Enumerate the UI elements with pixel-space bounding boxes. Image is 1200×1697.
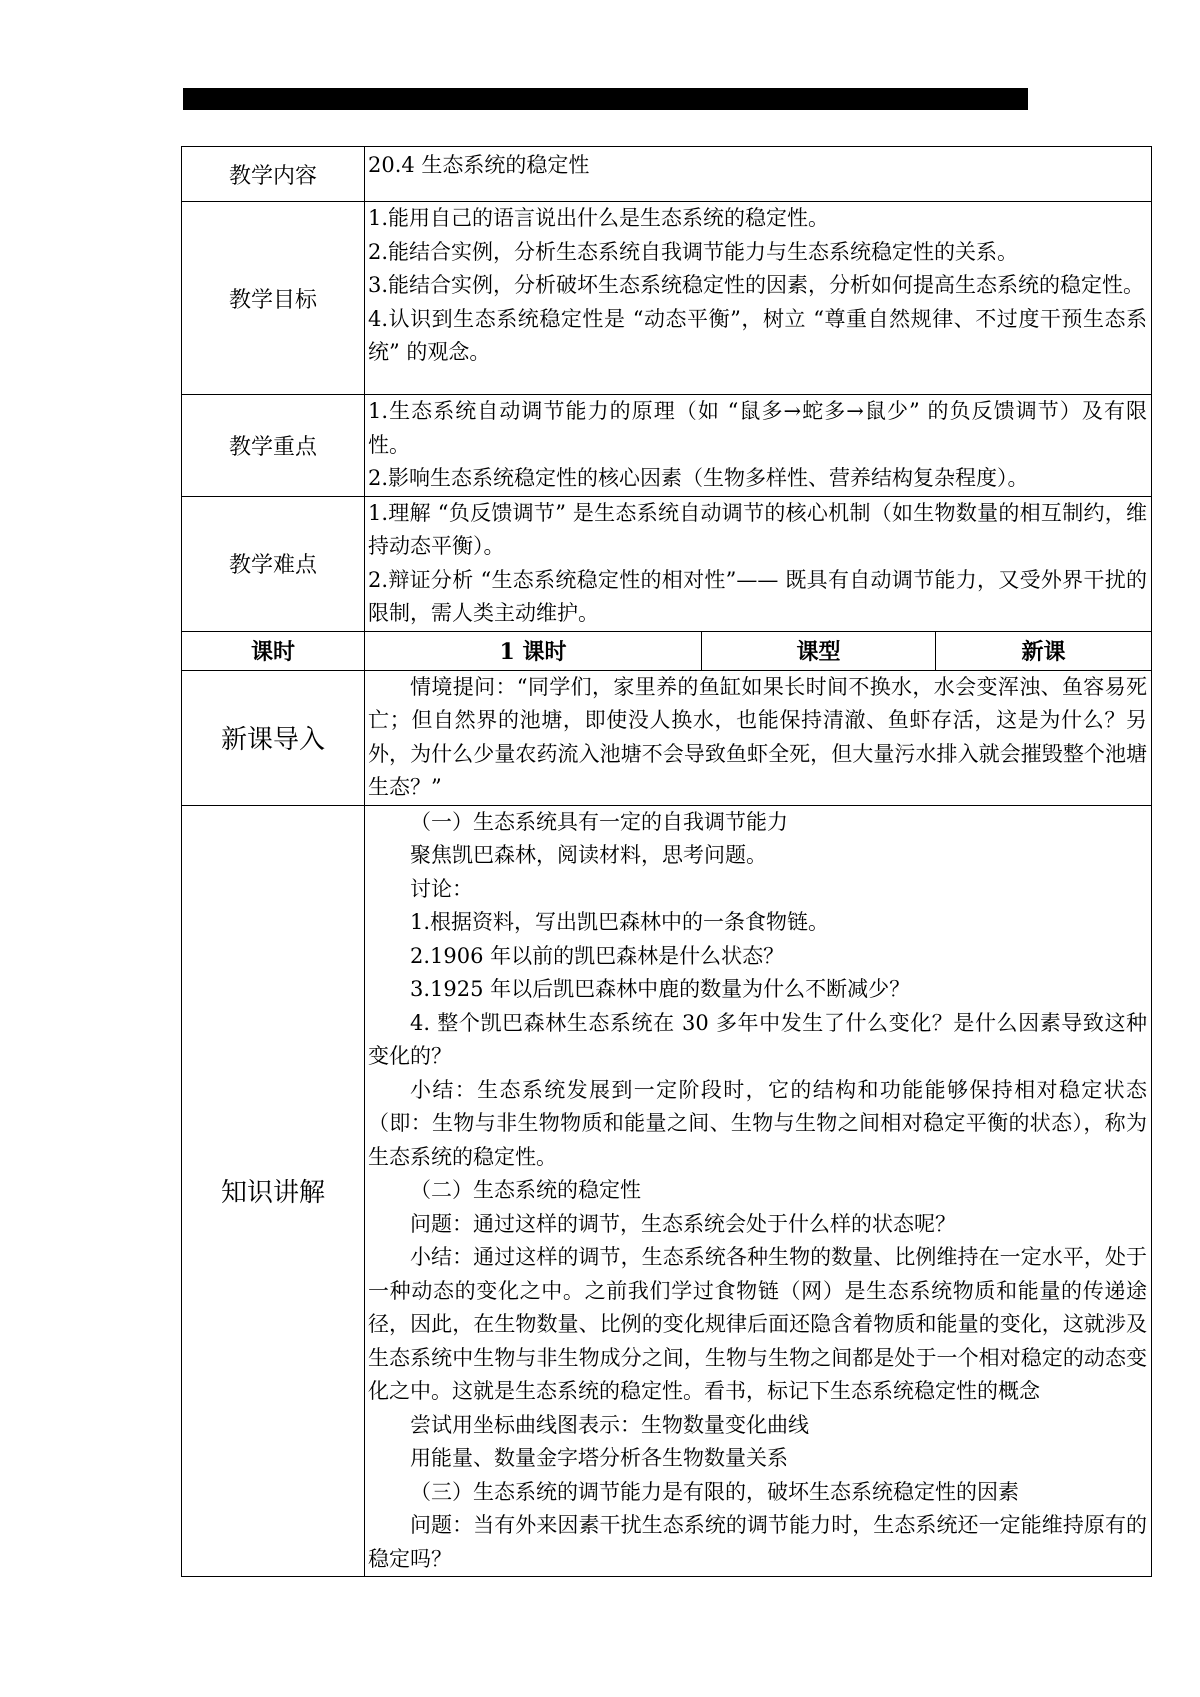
label-lecture: 知识讲解 — [182, 805, 365, 1577]
label-hours: 课时 — [182, 631, 365, 670]
intro-cell — [365, 670, 1152, 805]
header-bar — [183, 88, 1028, 110]
row-objectives — [182, 202, 1152, 395]
intro-text: 情境提问：“同学们，家里养的鱼缸如果长时间不换水，水会变浑浊、鱼容易死亡；但自然界的池塘，即使没人换水，也能保持清澈、鱼虾存活，这是为什么？另外，为什么少量农药流入池塘不会导致鱼虾全死，但大量污水排入就会摧毁整个池塘生态？” — [368, 674, 1148, 799]
lecture-paragraph: 3.1925 年以后凯巴森林中鹿的数量为什么不断减少？ — [410, 977, 911, 1001]
row-hours — [182, 631, 1152, 670]
label-objectives: 教学目标 — [182, 202, 365, 395]
lecture-paragraph: 聚焦凯巴森林，阅读材料，思考问题。 — [410, 843, 767, 867]
key-points-cell — [365, 395, 1152, 497]
lecture-paragraph: 用能量、数量金字塔分析各生物数量关系 — [410, 1446, 788, 1470]
key-point-item: 2.影响生态系统稳定性的核心因素（生物多样性、营养结构复杂程度）。 — [368, 466, 1029, 490]
lecture-paragraph: 4. 整个凯巴森林生态系统在 30 多年中发生了什么变化？是什么因素导致这种变化的？ — [368, 1010, 1148, 1068]
hours-value: 1 课时 — [365, 631, 702, 670]
lecture-paragraph: （三）生态系统的调节能力是有限的，破坏生态系统稳定性的因素 — [410, 1479, 1019, 1504]
objective-item: 2.能结合实例，分析生态系统自我调节能力与生态系统稳定性的关系。 — [368, 239, 1019, 264]
lesson-plan-table — [181, 146, 1152, 1577]
lecture-paragraph: 讨论： — [410, 876, 473, 901]
difficulty-item: 2.辩证分析 “生态系统稳定性的相对性”—— 既具有自动调节能力，又受外界干扰的限制，需人类主动维护。 — [368, 567, 1148, 625]
objective-item: 3.能结合实例，分析破坏生态系统稳定性的因素，分析如何提高生态系统的稳定性。 — [368, 273, 1145, 297]
lesson-type-value: 新课 — [936, 631, 1152, 670]
label-key-points: 教学重点 — [182, 395, 365, 497]
lecture-paragraph: 1.根据资料，写出凯巴森林中的一条食物链。 — [410, 910, 830, 934]
lecture-paragraph: 问题：当有外来因素干扰生态系统的调节能力时，生态系统还一定能维持原有的稳定吗？ — [368, 1513, 1148, 1571]
label-content: 教学内容 — [182, 147, 365, 202]
row-intro — [182, 670, 1152, 805]
lecture-cell — [365, 805, 1152, 1577]
row-lecture — [182, 805, 1152, 1577]
difficulty-item: 1.理解 “负反馈调节” 是生态系统自动调节的核心机制（如生物数量的相互制约，维持动态平衡）。 — [368, 500, 1148, 558]
objective-item: 1.能用自己的语言说出什么是生态系统的稳定性。 — [368, 206, 830, 230]
content-value: 20.4 生态系统的稳定性 — [365, 147, 1152, 202]
lecture-paragraph: 2.1906 年以前的凯巴森林是什么状态？ — [410, 943, 785, 968]
row-content — [182, 147, 1152, 202]
lecture-paragraph: （一）生态系统具有一定的自我调节能力 — [410, 809, 788, 834]
key-point-item: 1.生态系统自动调节能力的原理（如 “鼠多→蛇多→鼠少” 的负反馈调节）及有限性。 — [368, 399, 1148, 457]
row-difficulties — [182, 496, 1152, 631]
objective-item: 4.认识到生态系统稳定性是 “动态平衡”，树立 “尊重自然规律、不过度干预生态系统” 的观念。 — [368, 306, 1148, 364]
difficulties-cell — [365, 496, 1152, 631]
label-lesson-type: 课型 — [702, 631, 936, 670]
row-key-points — [182, 395, 1152, 497]
lecture-paragraph: 问题：通过这样的调节，生态系统会处于什么样的状态呢？ — [410, 1211, 956, 1236]
lecture-paragraph: 小结：通过这样的调节，生态系统各种生物的数量、比例维持在一定水平，处于一种动态的变化之中。之前我们学过食物链（网）是生态系统物质和能量的传递途径，因此，在生物数量、比例的变化规律后面还隐含着物质和能量的变化，这就涉及生态系统中生物与非生物成分之间，生物与生物之间都是处于一个相对稳定的动态变化之中。这就是生态系统的稳定性。看书，标记下生态系统稳定性的概念 — [368, 1245, 1148, 1403]
lecture-paragraph: 尝试用坐标曲线图表示：生物数量变化曲线 — [410, 1412, 809, 1437]
label-difficulties: 教学难点 — [182, 496, 365, 631]
lecture-paragraph: （二）生态系统的稳定性 — [410, 1178, 641, 1202]
objectives-cell — [365, 202, 1152, 395]
lecture-paragraph: 小结：生态系统发展到一定阶段时，它的结构和功能能够保持相对稳定状态（即：生物与非生物物质和能量之间、生物与生物之间相对稳定平衡的状态），称为生态系统的稳定性。 — [368, 1077, 1148, 1169]
label-intro: 新课导入 — [182, 670, 365, 805]
